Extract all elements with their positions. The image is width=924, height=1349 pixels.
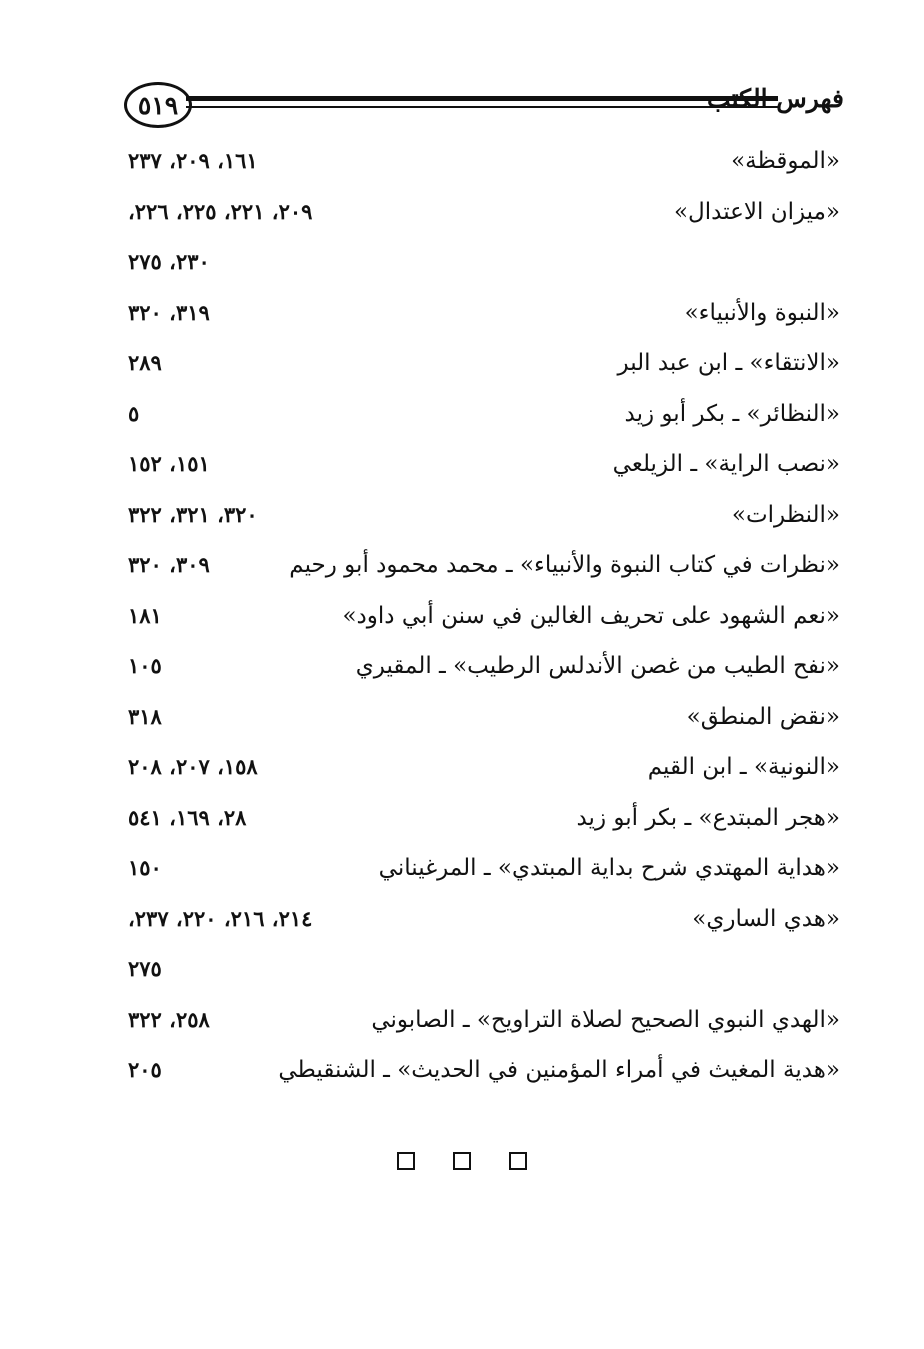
page-number: ٥١٩ xyxy=(124,82,192,128)
index-entry xyxy=(128,393,840,444)
entry-title: «الهدي النبوي الصحيح لصلاة التراويح» ـ الصابوني xyxy=(371,1006,840,1033)
entry-pages: ٢٧٥ xyxy=(128,956,162,981)
entry-title: «نظرات في كتاب النبوة والأنبياء» ـ محمد محمود أبو رحيم xyxy=(289,552,840,578)
entry-title: «النبوة والأنبياء» xyxy=(684,299,840,326)
header-rule-thin xyxy=(186,106,778,108)
entry-title: «نفح الطيب من غصن الأندلس الرطيب» ـ المقيري xyxy=(355,653,840,679)
entry-pages: ٢٨، ١٦٩، ٥٤١ xyxy=(128,804,247,830)
entry-title: «نصب الراية» ـ الزيلعي xyxy=(612,451,840,477)
entry-pages: ١٨١ xyxy=(128,602,162,628)
index-entry xyxy=(128,191,840,242)
index-entry xyxy=(128,443,840,494)
index-entry xyxy=(128,342,840,393)
index-entry xyxy=(128,292,840,343)
index-entry xyxy=(128,696,840,747)
entry-pages: ١٠٥ xyxy=(128,653,162,678)
index-entry xyxy=(128,544,840,595)
index-entry xyxy=(128,494,840,545)
index-entry xyxy=(128,645,840,696)
entry-title: «نعم الشهود على تحريف الغالين في سنن أبي داود» xyxy=(342,602,840,629)
end-square-icon xyxy=(509,1152,527,1170)
entry-pages: ٢٨٩ xyxy=(128,350,162,375)
index-entry xyxy=(128,948,840,999)
entry-pages: ٢٠٩، ٢٢١، ٢٢٥، ٢٢٦، xyxy=(128,198,313,224)
end-square-icon xyxy=(453,1152,471,1170)
index-entry xyxy=(128,595,840,646)
index-entry xyxy=(128,746,840,797)
entry-pages: ٣٠٩، ٣٢٠ xyxy=(128,552,210,577)
entry-pages: ١٥٠ xyxy=(128,855,162,880)
running-title: فهرس الكتب xyxy=(707,84,844,113)
entry-pages: ١٦١، ٢٠٩، ٢٣٧ xyxy=(128,148,258,173)
entry-pages: ١٥١، ١٥٢ xyxy=(128,451,210,476)
index-entry xyxy=(128,1049,840,1100)
entry-pages: ٢٣٠، ٢٧٥ xyxy=(128,249,210,274)
entry-pages: ٢٥٨، ٣٢٢ xyxy=(128,1006,210,1032)
entry-title: «النظرات» xyxy=(731,501,840,528)
entry-pages: ٣٢٠، ٣٢١، ٣٢٢ xyxy=(128,501,258,527)
header-rule-thick xyxy=(186,96,778,101)
end-square-icon xyxy=(397,1152,415,1170)
entry-pages: ٣١٨ xyxy=(128,703,162,729)
index-entry xyxy=(128,847,840,898)
index-entry xyxy=(128,797,840,848)
section-end-marks xyxy=(0,1152,924,1170)
index-entry xyxy=(128,999,840,1050)
entry-title: «النونية» ـ ابن القيم xyxy=(647,754,840,780)
entry-title: «هدية المغيث في أمراء المؤمنين في الحديث» ـ الشنقيطي xyxy=(278,1057,840,1083)
page-header xyxy=(124,82,844,128)
entry-title: «هجر المبتدع» ـ بكر أبو زيد xyxy=(576,804,840,831)
entry-title: «هداية المهتدي شرح بداية المبتدي» ـ المرغيناني xyxy=(378,855,840,881)
book-index-list xyxy=(128,140,840,1100)
entry-pages: ٣١٩، ٣٢٠ xyxy=(128,299,210,325)
entry-pages: ١٥٨، ٢٠٧، ٢٠٨ xyxy=(128,754,258,779)
index-entry xyxy=(128,241,840,292)
entry-pages: ٥ xyxy=(128,400,140,426)
entry-title: «الانتقاء» ـ ابن عبد البر xyxy=(617,350,840,376)
index-entry xyxy=(128,140,840,191)
entry-title: «ميزان الاعتدال» xyxy=(673,198,840,225)
entry-pages: ٢١٤، ٢١٦، ٢٢٠، ٢٣٧، xyxy=(128,905,313,931)
entry-title: «نقض المنطق» xyxy=(686,703,840,730)
index-entry xyxy=(128,898,840,949)
entry-title: «الموقظة» xyxy=(731,148,840,174)
entry-pages: ٢٠٥ xyxy=(128,1057,162,1082)
entry-title: «هدي الساري» xyxy=(692,905,840,932)
entry-title: «النظائر» ـ بكر أبو زيد xyxy=(624,400,840,427)
